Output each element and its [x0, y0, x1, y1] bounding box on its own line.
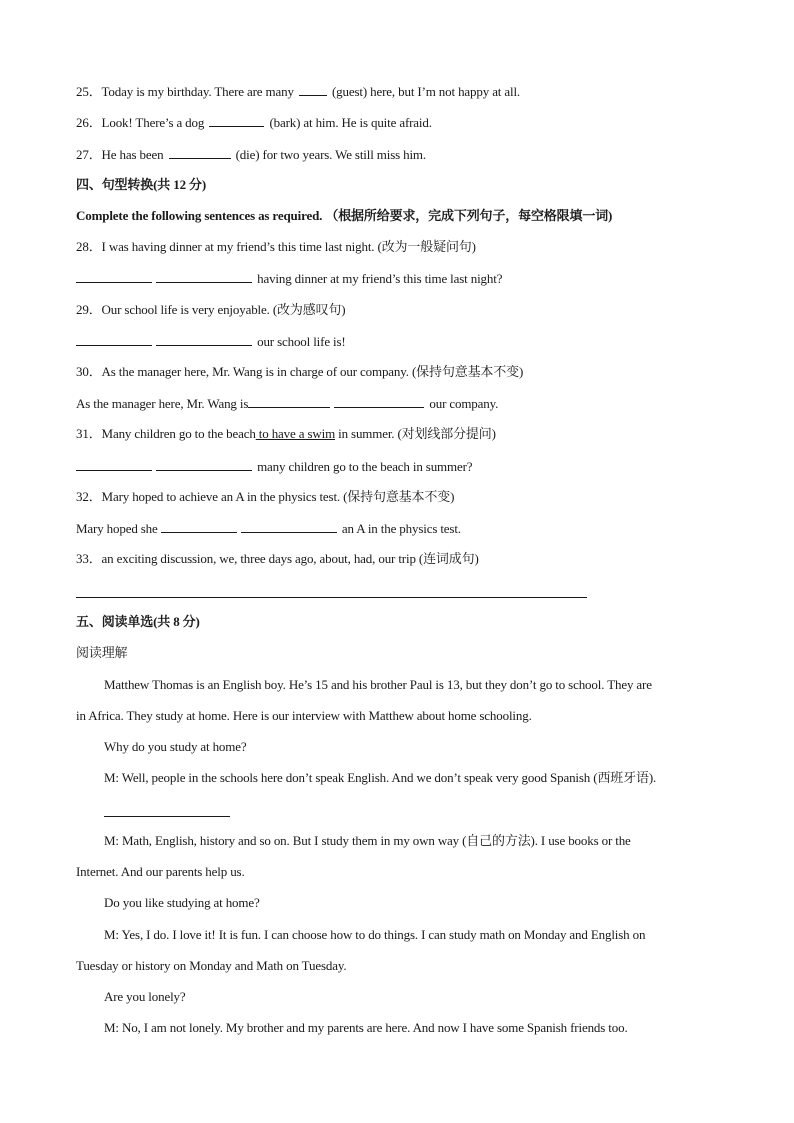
question-31-prompt-post: in summer. (对划线部分提问) [335, 426, 496, 441]
question-33-prompt: 33．an exciting discussion, we, three days ago, about, had, our trip (连词成句) [76, 551, 479, 566]
question-27-text-post: (die) for two years. We still miss him. [232, 147, 426, 162]
answer-blank[interactable] [76, 269, 152, 283]
interview-answer-2: M: Math, English, history and so on. But I study them in my own way (自己的方法). I use books or the [104, 833, 631, 848]
question-27 [76, 145, 426, 164]
question-30-prompt: 30．As the manager here, Mr. Wang is in charge of our company. (保持句意基本不变) [76, 364, 524, 379]
question-27-text-pre: 27．He has been [76, 147, 167, 162]
question-29-answer-text: our school life is! [254, 334, 346, 349]
section-4-instruction: Complete the following sentences as required. （根据所给要求，完成下列句子，每空格限填一词) [76, 208, 613, 223]
question-25-text-pre: 25．Today is my birthday. There are many [76, 84, 297, 99]
answer-blank[interactable] [156, 457, 252, 471]
question-31-prompt [76, 425, 496, 443]
answer-blank[interactable] [334, 394, 424, 408]
answer-blank[interactable] [156, 269, 252, 283]
section-5-title: 五、阅读单选(共 8 分) [76, 614, 200, 629]
question-32-answer-pre: Mary hoped she [76, 521, 161, 536]
section-5-subtitle: 阅读理解 [76, 645, 128, 660]
question-25 [76, 82, 520, 101]
question-32-prompt: 32．Mary hoped to achieve an A in the physics test. (保持句意基本不变) [76, 489, 455, 504]
question-28-answer [76, 269, 502, 288]
question-31-answer-text: many children go to the beach in summer? [254, 459, 473, 474]
question-33-answer-line[interactable] [76, 597, 587, 598]
question-31-underlined: to have a swim [255, 426, 336, 441]
answer-blank[interactable] [156, 332, 252, 346]
question-31-prompt-pre: 31．Many children go to the beach [76, 426, 256, 441]
answer-blank[interactable] [76, 457, 152, 471]
section-4-title: 四、句型转换(共 12 分) [76, 177, 207, 192]
interview-answer-3-cont: Tuesday or history on Monday and Math on Tuesday. [76, 958, 347, 973]
answer-blank[interactable] [76, 332, 152, 346]
answer-blank[interactable] [248, 394, 330, 408]
answer-blank[interactable] [161, 519, 237, 533]
question-25-text-post: (guest) here, but I’m not happy at all. [328, 84, 521, 99]
interview-answer-2-cont: Internet. And our parents help us. [76, 864, 245, 879]
question-29-prompt: 29．Our school life is very enjoyable. (改为感叹句) [76, 302, 346, 317]
question-26 [76, 113, 432, 132]
question-32-answer [76, 519, 461, 538]
question-31-answer [76, 457, 472, 476]
passage-paragraph-1: Matthew Thomas is an English boy. He’s 15 and his brother Paul is 13, but they don’t go to school. They are [104, 677, 652, 692]
question-28-answer-text: having dinner at my friend’s this time last night? [254, 271, 503, 286]
interview-answer-3: M: Yes, I do. I love it! It is fun. I can choose how to do things. I can study math on Monday and English on [104, 927, 646, 942]
question-28-prompt: 28．I was having dinner at my friend’s this time last night. (改为一般疑问句) [76, 239, 476, 254]
answer-blank[interactable] [241, 519, 337, 533]
interview-question-3: Do you like studying at home? [104, 895, 260, 910]
answer-blank[interactable] [209, 113, 264, 127]
interview-answer-1: M: Well, people in the schools here don’t speak English. And we don’t speak very good Spanish (西班牙语). [104, 770, 657, 785]
passage-paragraph-1-cont: in Africa. They study at home. Here is our interview with Matthew about home schooling. [76, 708, 532, 723]
interview-question-1: Why do you study at home? [104, 739, 247, 754]
question-26-text-post: (bark) at him. He is quite afraid. [266, 115, 432, 130]
question-30-answer-pre: As the manager here, Mr. Wang is [76, 396, 249, 411]
interview-question-2-blank[interactable] [104, 816, 230, 817]
interview-question-4: Are you lonely? [104, 989, 186, 1004]
answer-blank[interactable] [169, 145, 231, 159]
question-30-answer-post: our company. [426, 396, 499, 411]
answer-blank[interactable] [299, 82, 327, 96]
interview-answer-4: M: No, I am not lonely. My brother and my parents are here. And now I have some Spanish friends too. [104, 1020, 628, 1035]
question-29-answer [76, 332, 346, 351]
question-26-text-pre: 26．Look! There’s a dog [76, 115, 208, 130]
question-30-answer [76, 394, 498, 413]
question-32-answer-post: an A in the physics test. [338, 521, 461, 536]
